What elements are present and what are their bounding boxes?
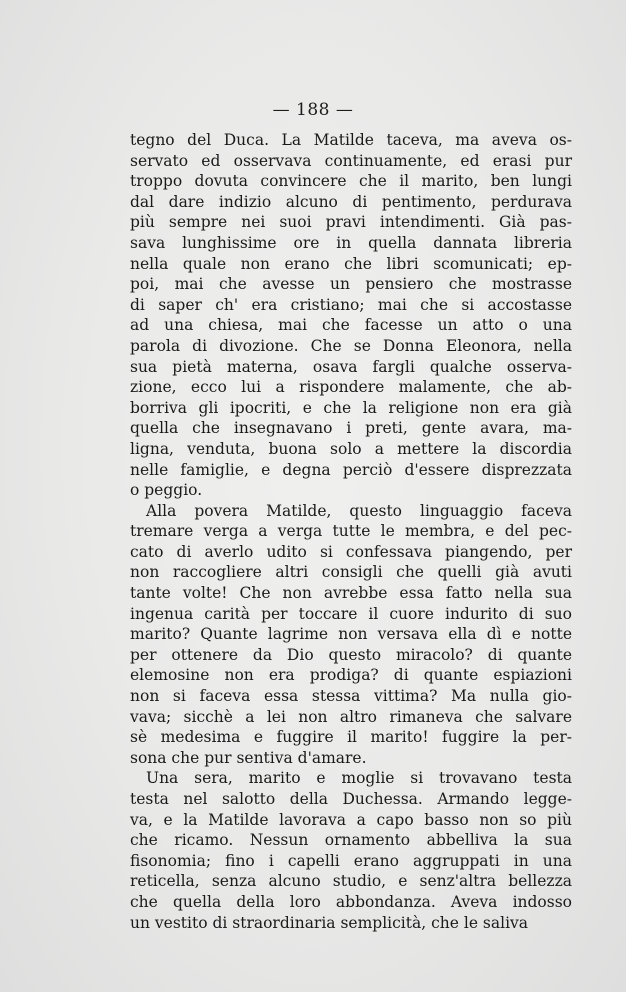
text-line: non si faceva essa stessa vittima? Ma nulla gio- [130,687,572,706]
text-line: nelle famiglie, e degna perciò d'essere disprezzata [130,460,572,479]
text-line: tante volte! Che non avrebbe essa fatto nella sua [130,584,572,603]
text-line: nella quale non erano che libri scomunicati; ep- [130,254,572,273]
text-line: per ottenere da Dio questo miracolo? di quante [130,645,572,664]
text-line: sua pietà materna, osava fargli qualche osserva- [130,357,572,376]
text-line: vava; sicchè a lei non altro rimaneva che salvare [130,707,572,726]
body-text [130,130,572,933]
text-line: sava lunghissime ore in quella dannata libreria [130,233,572,252]
text-line: o peggio. [130,481,203,500]
text-line: cato di averlo udito si confessava piangendo, per [130,542,572,561]
text-line: troppo dovuta convincere che il marito, ben lungi [130,172,572,191]
text-line: non raccogliere altri consigli che quelli già avuti [130,563,572,582]
text-line: reticella, senza alcuno studio, e senz'altra bellezza [130,872,572,891]
text-line: poi, mai che avesse un pensiero che mostrasse [130,275,572,294]
text-line: borriva gli ipocriti, e che la religione non era già [130,398,572,417]
text-line: marito? Quante lagrime non versava ella dì e notte [130,625,572,644]
text-line: quella che insegnavano i preti, gente avara, ma- [130,419,572,438]
text-line: un vestito di straordinaria semplicità, che le saliva [130,913,529,932]
page-number: — 188 — [272,100,354,120]
text-line: sè medesima e fuggire il marito! fuggire la per- [130,728,572,747]
text-line: ingenua carità per toccare il cuore indurito di suo [130,604,572,623]
text-line: sona che pur sentiva d'amare. [130,748,367,767]
text-line: tegno del Duca. La Matilde taceva, ma aveva os- [130,131,572,149]
text-line: va, e la Matilde lavorava a capo basso non so più [130,810,572,829]
paragraph [130,501,572,769]
text-line: dal dare indizio alcuno di pentimento, perdurava [130,192,572,211]
text-line: parola di divozione. Che se Donna Eleonora, nella [130,336,572,355]
text-line: tremare verga a verga tutte le membra, e del pec- [130,522,572,541]
text-line: servato ed osservava continuamente, ed erasi pur [130,151,572,170]
text-line: che ricamo. Nessun ornamento abbelliva la sua [130,831,572,850]
text-line: ad una chiesa, mai che facesse un atto o una [130,316,572,335]
text-line: che quella della loro abbondanza. Aveva indosso [130,892,572,911]
text-line: zione, ecco lui a rispondere malamente, che ab- [130,378,572,397]
paragraph [130,768,572,933]
paragraph [130,130,572,501]
text-line: Alla povera Matilde, questo linguaggio faceva [146,501,572,520]
text-line: ligna, venduta, buona solo a mettere la discordia [130,439,572,458]
text-line: testa nel salotto della Duchessa. Armando legge- [130,790,572,808]
text-line: più sempre nei suoi pravi intendimenti. Già pas- [130,213,572,232]
text-line: elemosine non era prodiga? di quante espiazioni [130,666,572,685]
text-line: di saper ch' era cristiano; mai che si accostasse [130,295,572,314]
text-line: fisonomia; fino i capelli erano aggruppati in una [130,851,572,870]
text-line: Una sera, marito e moglie si trovavano testa [146,769,572,788]
